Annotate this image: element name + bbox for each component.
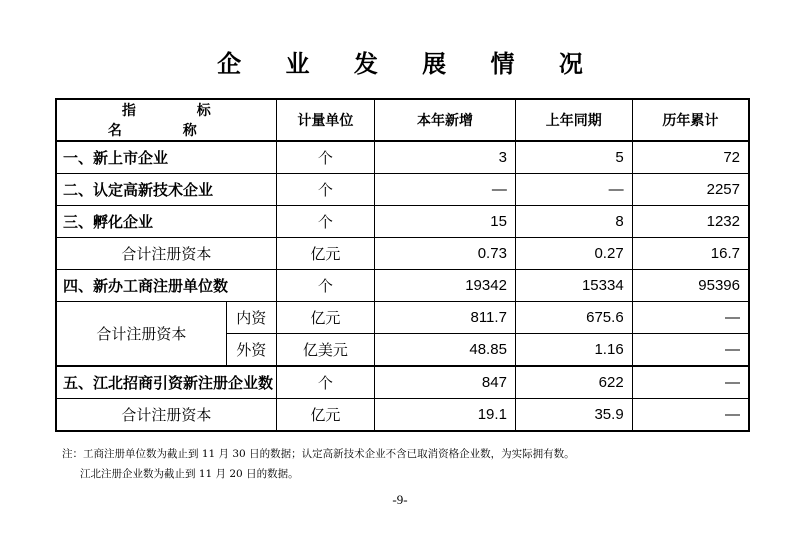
row-previous: 8 [515, 206, 632, 238]
header-previous: 上年同期 [515, 99, 632, 141]
row-total: 1232 [632, 206, 749, 238]
table-header-row [56, 99, 749, 141]
row-previous: 35.9 [515, 399, 632, 432]
row-name: 五、江北招商引资新注册企业数 [56, 366, 276, 399]
row-unit: 个 [276, 141, 374, 174]
table-row [56, 399, 749, 432]
table-row [56, 174, 749, 206]
row-name: 合计注册资本 [56, 399, 276, 432]
table-row [56, 302, 749, 334]
header-current: 本年新增 [375, 99, 516, 141]
row-name: 二、认定高新技术企业 [56, 174, 276, 206]
row-name: 合计注册资本 [56, 302, 226, 367]
row-total: 72 [632, 141, 749, 174]
row-previous: 622 [515, 366, 632, 399]
row-total: — [632, 334, 749, 367]
row-unit: 个 [276, 270, 374, 302]
row-previous: 15334 [515, 270, 632, 302]
row-current: 48.85 [375, 334, 516, 367]
row-unit: 亿美元 [276, 334, 374, 367]
page-title: 企 业 发 展 情 况 [217, 50, 601, 78]
row-total: 2257 [632, 174, 749, 206]
row-name: 合计注册资本 [56, 238, 276, 270]
row-previous: 0.27 [515, 238, 632, 270]
row-current: — [375, 174, 516, 206]
row-unit: 亿元 [276, 399, 374, 432]
row-unit: 个 [276, 366, 374, 399]
row-name: 一、新上市企业 [56, 141, 276, 174]
table-row [56, 366, 749, 399]
row-current: 847 [375, 366, 516, 399]
row-current: 811.7 [375, 302, 516, 334]
header-total: 历年累计 [632, 99, 749, 141]
row-previous: 1.16 [515, 334, 632, 367]
row-current: 19.1 [375, 399, 516, 432]
row-previous: — [515, 174, 632, 206]
row-current: 3 [375, 141, 516, 174]
row-unit: 个 [276, 174, 374, 206]
page-number: -9- [392, 492, 408, 507]
row-subcategory: 内资 [226, 302, 276, 334]
row-current: 19342 [375, 270, 516, 302]
row-name: 四、新办工商注册单位数 [56, 270, 276, 302]
table-row [56, 238, 749, 270]
footnote-1: 注：工商注册单位数为截止到 11 月 30 日的数据；认定高新技术企业不含已取消资格企业数，为实际拥有数。 [62, 448, 575, 460]
row-current: 15 [375, 206, 516, 238]
row-total: 95396 [632, 270, 749, 302]
footnote-2: 江北注册企业数为截止到 11 月 20 日的数据。 [80, 468, 299, 480]
row-subcategory: 外资 [226, 334, 276, 367]
table-row [56, 141, 749, 174]
row-unit: 亿元 [276, 238, 374, 270]
enterprise-table [55, 98, 750, 432]
table-row [56, 206, 749, 238]
row-total: — [632, 302, 749, 334]
row-previous: 675.6 [515, 302, 632, 334]
row-total: 16.7 [632, 238, 749, 270]
row-name: 三、孵化企业 [56, 206, 276, 238]
row-current: 0.73 [375, 238, 516, 270]
table-row [56, 270, 749, 302]
header-name: 指 标 名 称 [56, 99, 276, 141]
row-unit: 个 [276, 206, 374, 238]
row-total: — [632, 399, 749, 432]
row-previous: 5 [515, 141, 632, 174]
row-unit: 亿元 [276, 302, 374, 334]
row-total: — [632, 366, 749, 399]
header-unit: 计量单位 [276, 99, 374, 141]
